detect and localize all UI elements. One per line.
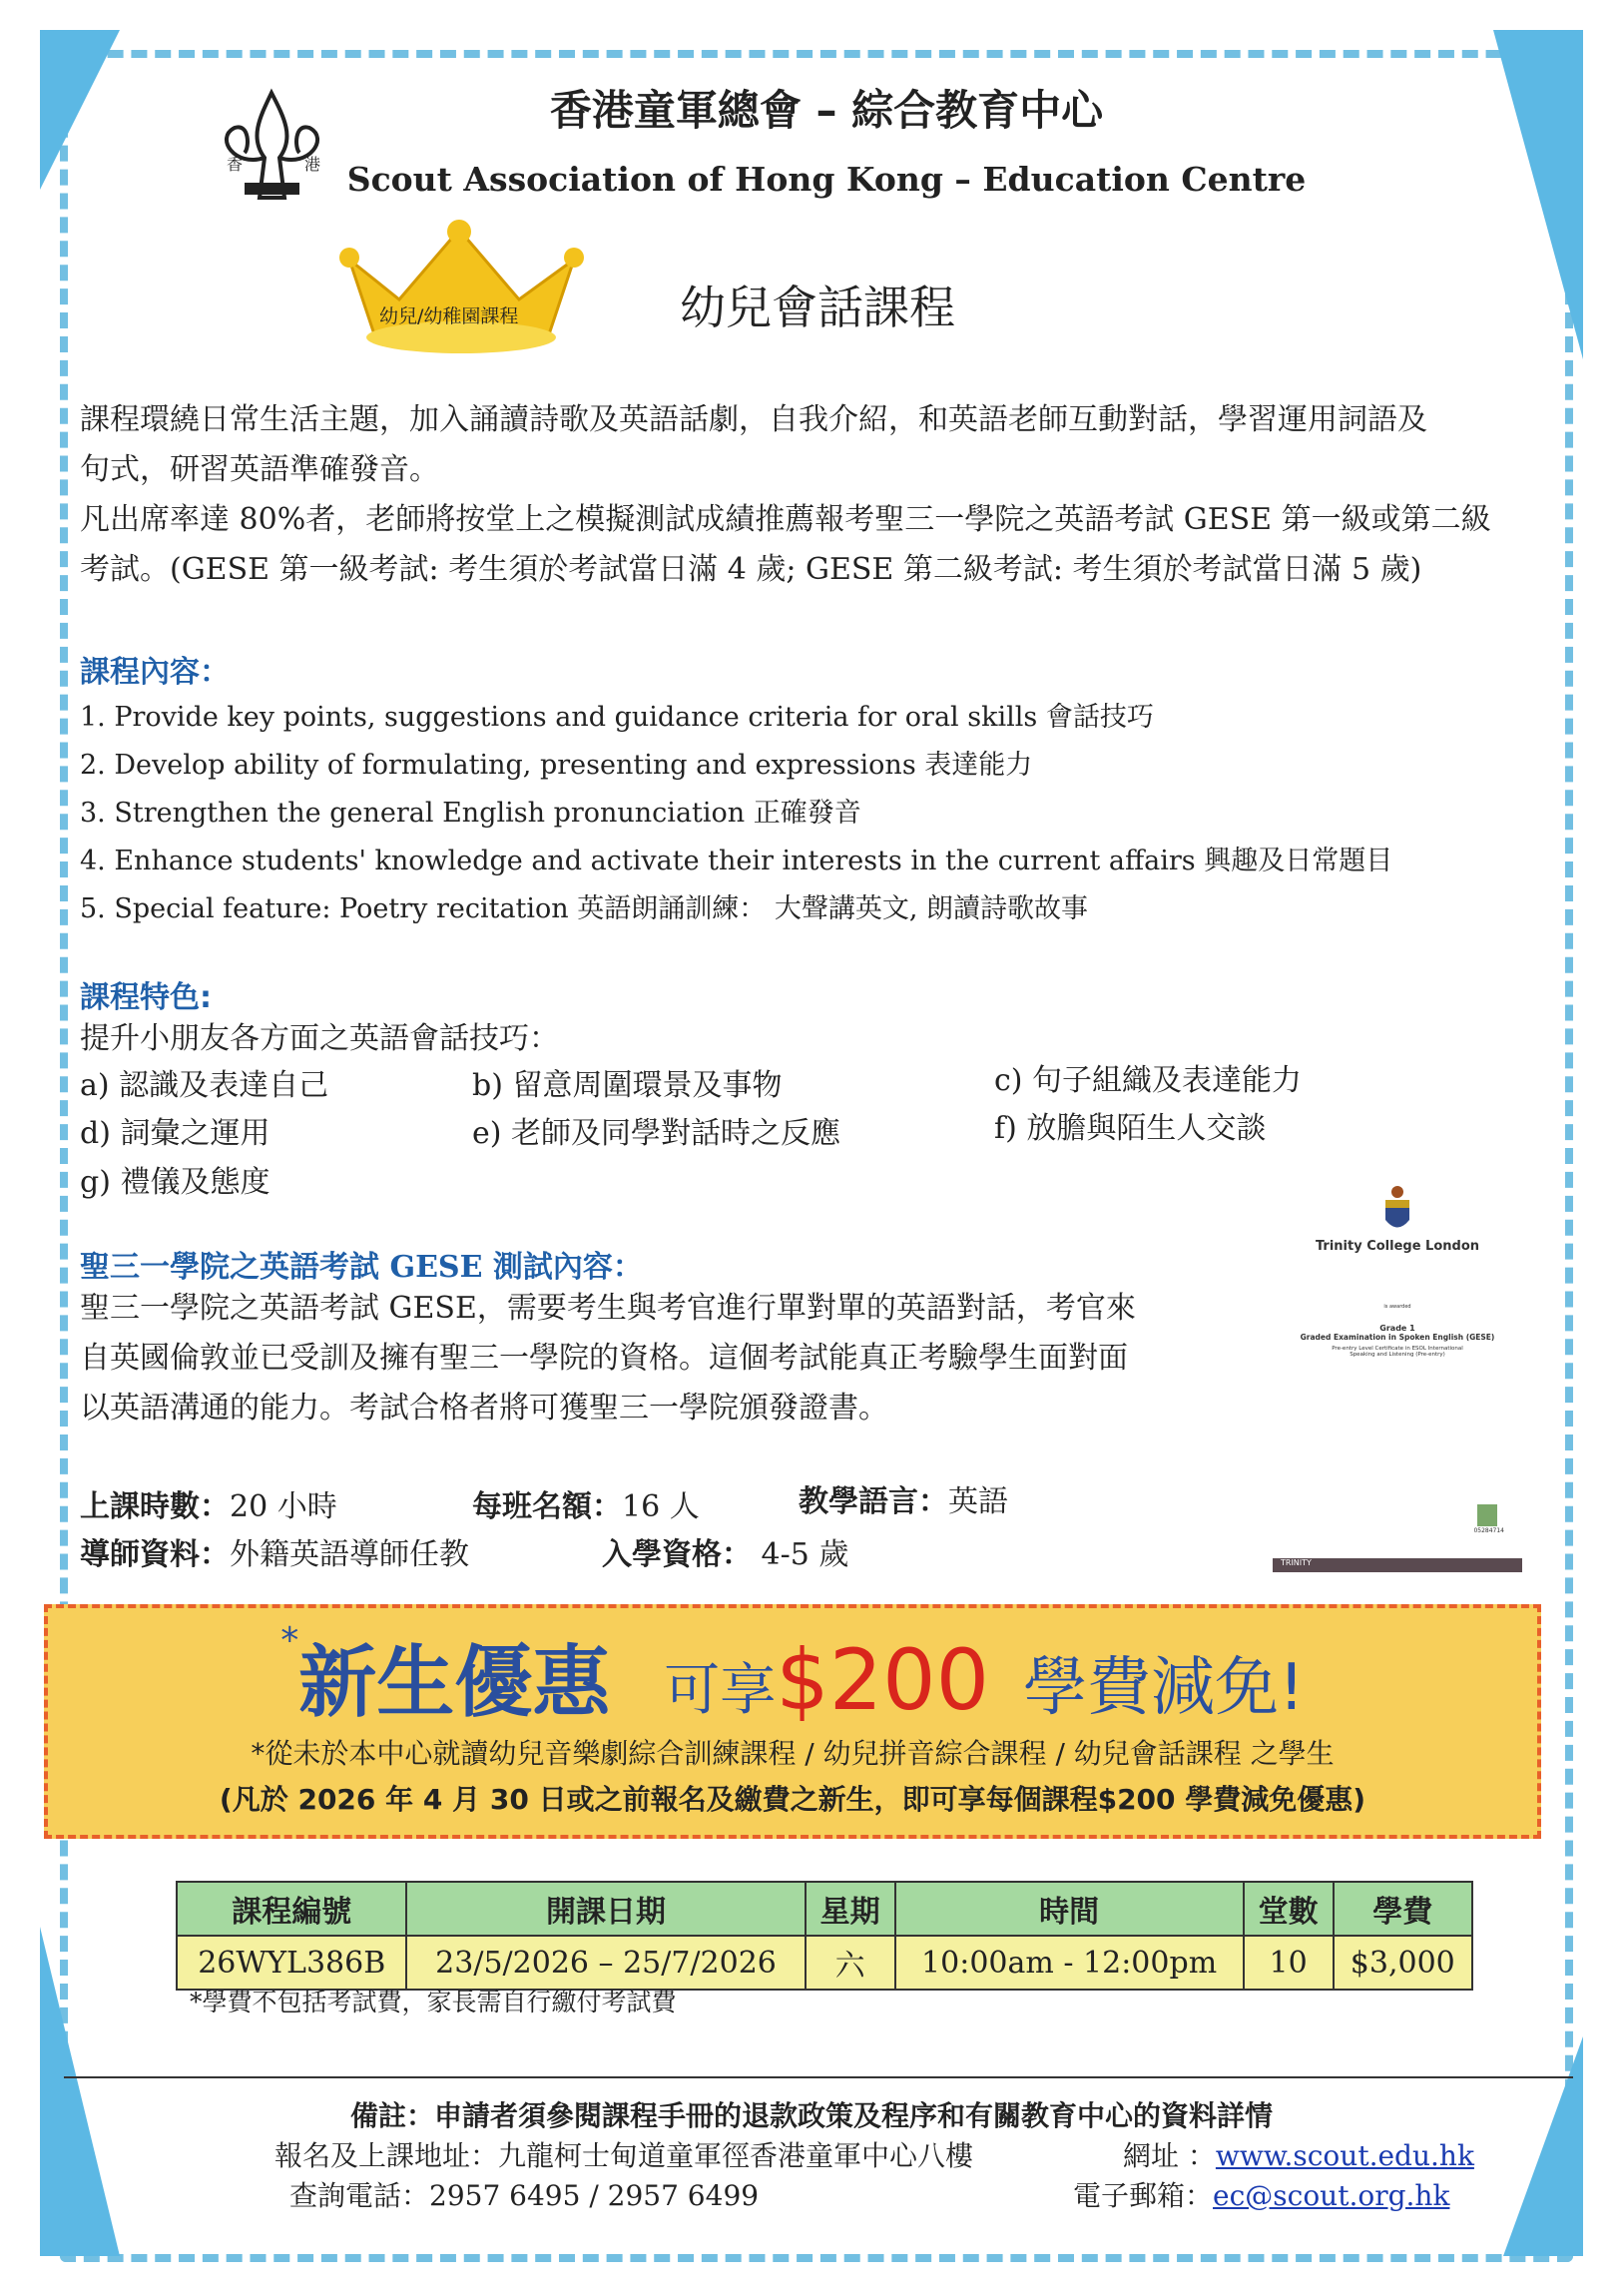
promo-tail: 學費減免! <box>1023 1651 1305 1725</box>
table-row <box>177 1936 1472 1990</box>
label: 導師資料： <box>80 1537 230 1572</box>
info-tutor <box>80 1530 469 1580</box>
svg-text:香: 香 <box>227 155 244 174</box>
footer-website <box>1123 2134 1474 2174</box>
footer-phone: 查詢電話：2957 6495 / 2957 6499 <box>289 2179 760 2212</box>
feature-item: b) 留意周圍環景及事物 <box>472 1068 783 1103</box>
course-dates: 23/5/2026 – 25/7/2026 <box>406 1936 805 1990</box>
feature-item: d) 詞彙之運用 <box>80 1116 270 1151</box>
fee: $3,000 <box>1334 1936 1472 1990</box>
info-age <box>602 1530 848 1580</box>
intro-line: 凡出席率達 80%者，老師將按堂上之模擬測試成績推薦報考聖三一學院之英語考試 GESE 第一級或第二級 <box>80 502 1491 537</box>
gese-line: 以英語溝通的能力。考試合格者將可獲聖三一學院頒發證書。 <box>80 1391 888 1426</box>
header-title-en: Scout Association of Hong Kong – Education Centre <box>346 160 1307 199</box>
promo-mid: 可享 <box>664 1658 777 1723</box>
crown-icon <box>329 220 594 354</box>
certificate-image <box>1273 1185 1522 1572</box>
course-title: 幼兒會話課程 <box>680 281 955 334</box>
feature-item: e) 老師及同學對話時之反應 <box>472 1116 840 1151</box>
promo-box <box>44 1604 1541 1839</box>
footer-email <box>1073 2174 1449 2214</box>
cert-grade: Grade 1 <box>1379 1324 1415 1333</box>
intro-line: 句式，研習英語準確發音。 <box>80 452 439 487</box>
label: 電子郵箱： <box>1073 2179 1214 2212</box>
feature-item: f) 放膽與陌生人交談 <box>994 1111 1267 1146</box>
info-language <box>799 1477 1008 1527</box>
header-cell: 時間 <box>895 1882 1244 1936</box>
value: 20 小時 <box>230 1489 337 1524</box>
header-cell: 堂數 <box>1244 1882 1334 1936</box>
footer-remark <box>0 2094 1623 2134</box>
info-class-size <box>472 1482 700 1532</box>
cert-awarded: is awarded <box>1383 1304 1411 1310</box>
header-cell: 開課日期 <box>406 1882 805 1936</box>
label: 每班名額： <box>472 1489 622 1524</box>
intro-line: 課程環繞日常生活主題，加入誦讀詩歌及英語話劇，自我介紹，和英語老師互動對話，學習運用詞語及 <box>80 402 1427 437</box>
list-item: 3. Strengthen the general English pronunciation 正確發音 <box>80 798 861 829</box>
info-hours <box>80 1482 337 1532</box>
promo-title: 新生優惠 <box>298 1638 611 1728</box>
feature-item: a) 認識及表達自己 <box>80 1068 329 1103</box>
gese-line: 聖三一學院之英語考試 GESE，需要考生與考官進行單對單的英語對話，考官來 <box>80 1291 1136 1326</box>
header-title-cn: 香港童軍總會 – 綜合教育中心 <box>549 86 1104 135</box>
crest-icon <box>1382 1185 1412 1235</box>
value: 外籍英語導師任教 <box>230 1537 469 1572</box>
cert-college: Trinity College London <box>1315 1239 1480 1254</box>
promo-amount: $200 <box>776 1631 990 1729</box>
fee-note: *學費不包括考試費，家長需自行繳付考試費 <box>190 1988 677 2016</box>
table-header-row <box>177 1882 1472 1936</box>
weekday: 六 <box>806 1936 895 1990</box>
label: 入學資格： <box>602 1537 752 1572</box>
list-item: 2. Develop ability of formulating, presenting and expressions 表達能力 <box>80 750 1033 781</box>
cert-number: 05284714 <box>1473 1527 1504 1534</box>
intro-line: 考試。(GESE 第一級考試: 考生須於考試當日滿 4 歲; GESE 第二級考試: 考生須於考試當日滿 5 歲) <box>80 552 1422 587</box>
course-schedule-table <box>176 1881 1473 1991</box>
promo-eligibility: *從未於本中心就讀幼兒音樂劇綜合訓練課程 / 幼兒拼音綜合課程 / 幼兒會話課程 之學生 <box>251 1737 1335 1770</box>
value: 申請者須參閱課程手冊的退款政策及程序和有關教育中心的資料詳情 <box>434 2099 1274 2132</box>
cert-level2: Speaking and Listening (Pre-entry) <box>1350 1352 1445 1358</box>
lesson-count: 10 <box>1244 1936 1334 1990</box>
list-item: 5. Special feature: Poetry recitation 英語朗誦訓練： 大聲講英文, 朗讀詩歌故事 <box>80 893 1088 924</box>
label: 上課時數： <box>80 1489 230 1524</box>
list-item: 1. Provide key points, suggestions and guidance criteria for oral skills 會話技巧 <box>80 702 1154 733</box>
gese-heading: 聖三一學院之英語考試 GESE 測試內容： <box>80 1250 643 1285</box>
promo-headline <box>48 1620 1537 1732</box>
promo-deadline: (凡於 2026 年 4 月 30 日或之前報名及繳費之新生，即可享每個課程$200 學費減免優惠) <box>219 1783 1366 1816</box>
cert-exam: Graded Examination in Spoken English (GESE) <box>1300 1333 1495 1342</box>
cert-level: Pre-entry Level Certificate in ESOL International <box>1332 1346 1463 1352</box>
time: 10:00am - 12:00pm <box>895 1936 1244 1990</box>
hologram-icon <box>1477 1504 1497 1526</box>
value: 16 人 <box>622 1489 700 1524</box>
value: 英語 <box>948 1484 1008 1519</box>
corner-decoration <box>1503 2036 1583 2256</box>
cert-brand: TRINITY <box>1273 1558 1522 1572</box>
header-cell: 學費 <box>1334 1882 1472 1936</box>
list-item: 4. Enhance students' knowledge and activate their interests in the current affairs 興趣及日常題目 <box>80 846 1393 876</box>
gese-paragraph <box>80 1284 1238 1434</box>
divider <box>64 2076 1573 2078</box>
label: 網址 ： <box>1123 2139 1216 2172</box>
label: 教學語言： <box>799 1484 948 1519</box>
svg-text:港: 港 <box>304 155 321 174</box>
header-cell: 星期 <box>806 1882 895 1936</box>
course-code: 26WYL386B <box>177 1936 406 1990</box>
label: 備註： <box>349 2099 434 2132</box>
feature-item: c) 句子組織及表達能力 <box>994 1063 1303 1098</box>
intro-paragraph <box>80 395 1577 595</box>
crown-label: 幼兒/幼稚園課程 <box>379 305 519 327</box>
features-intro: 提升小朋友各方面之英語會話技巧： <box>80 1021 559 1056</box>
header-cell: 課程編號 <box>177 1882 406 1936</box>
feature-item: g) 禮儀及態度 <box>80 1165 270 1200</box>
website-link[interactable]: www.scout.edu.hk <box>1215 2139 1474 2172</box>
content-list <box>80 694 1392 933</box>
features-heading: 課程特色: <box>80 980 212 1015</box>
email-link[interactable]: ec@scout.org.hk <box>1213 2179 1450 2212</box>
footer-address: 報名及上課地址：九龍柯士甸道童軍徑香港童軍中心八樓 <box>274 2139 974 2172</box>
asterisk: * <box>280 1620 299 1661</box>
value: 4-5 歲 <box>752 1537 849 1572</box>
content-heading: 課程內容： <box>80 655 230 690</box>
gese-line: 自英國倫敦並已受訓及擁有聖三一學院的資格。這個考試能真正考驗學生面對面 <box>80 1341 1128 1376</box>
corner-decoration <box>40 1927 120 2256</box>
